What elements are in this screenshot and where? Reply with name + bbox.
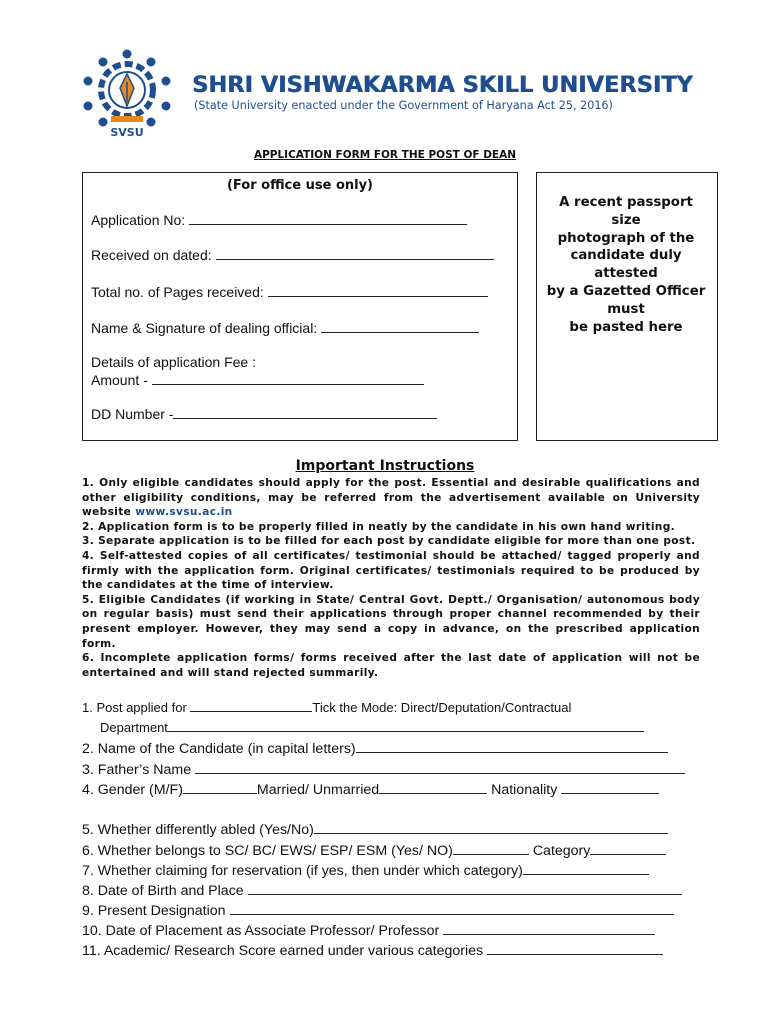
candidate-name-row (82, 740, 668, 757)
department-row (100, 719, 644, 735)
instruction-item: 6. Incomplete application forms/ forms received after the last date of application will not be entertained and will stand rejected summarily. (82, 652, 700, 679)
dob-field[interactable] (248, 882, 682, 895)
score-row (82, 942, 663, 959)
reserved-group-field[interactable] (453, 842, 529, 855)
dealing-official-row (91, 320, 479, 336)
differently-abled-row (82, 821, 668, 838)
category-field[interactable] (590, 842, 666, 855)
placement-date-label: 10. Date of Placement as Associate Professor/ Professor (82, 923, 440, 939)
instruction-item: 3. Separate application is to be filled for each post by candidate eligible for more than one post. (82, 535, 696, 548)
amount-label: Amount - (91, 372, 148, 388)
category-label: Category (532, 843, 591, 859)
dd-number-row (91, 406, 437, 422)
instruction-item: 2. Application form is to be properly filled in neatly by the candidate in his own hand writing. (82, 520, 676, 533)
university-name: SHRI VISHWAKARMA SKILL UNIVERSITY (192, 72, 693, 98)
score-label: 11. Academic/ Research Score earned under various categories (82, 943, 484, 959)
university-subtitle: (State University enacted under the Government of Haryana Act 25, 2016) (194, 99, 613, 112)
differently-abled-field[interactable] (314, 821, 668, 834)
dd-number-label: DD Number - (91, 406, 174, 422)
form-title: APPLICATION FORM FOR THE POST OF DEAN (253, 149, 517, 161)
placement-date-row (82, 922, 655, 939)
instructions-title: Important Instructions (295, 458, 475, 474)
father-name-field[interactable] (195, 761, 685, 774)
designation-label: 9. Present Designation (82, 903, 226, 919)
photo-line: size (611, 212, 641, 228)
married-label: Married/ Unmarried (256, 782, 380, 798)
reserved-group-label: 6. Whether belongs to SC/ BC/ EWS/ ESP/ ESM (Yes/ NO) (82, 843, 453, 859)
post-applied-label: 1. Post applied for (82, 700, 187, 715)
application-no-field[interactable] (189, 212, 467, 225)
university-website-link[interactable]: www.svsu.ac.in (135, 506, 233, 519)
received-on-field[interactable] (216, 247, 494, 260)
total-pages-field[interactable] (268, 284, 488, 297)
differently-abled-label: 5. Whether differently abled (Yes/No) (82, 822, 314, 838)
application-no-label: Application No: (91, 212, 186, 228)
dealing-official-field[interactable] (321, 320, 479, 333)
received-on-row (91, 247, 494, 263)
dob-label: 8. Date of Birth and Place (82, 883, 244, 899)
dob-row (82, 882, 682, 899)
application-no-row (91, 212, 467, 228)
instruction-item: 4. Self-attested copies of all certificates/ testimonial should be attached/ tagged properly and firmly with the application form. Original certificates/ testimonials required to be produced by the candidates at the time of interview. (82, 549, 700, 592)
reservation-label: 7. Whether claiming for reservation (if yes, then under which category) (82, 863, 523, 879)
category-row (82, 842, 666, 859)
designation-field[interactable] (230, 902, 674, 915)
amount-field[interactable] (152, 372, 424, 385)
father-name-label: 3. Father’s Name (82, 762, 192, 778)
total-pages-label: Total no. of Pages received: (91, 284, 264, 300)
gender-row (82, 781, 659, 798)
amount-row (91, 372, 424, 388)
photo-line: photograph of the (557, 230, 695, 246)
candidate-name-field[interactable] (356, 740, 668, 753)
instruction-item: 5. Eligible Candidates (if working in State/ Central Govt. Deptt./ Organisation/ autonomous body on regular basis) must send their applications through proper channel recommended by their present employer. However, they may send a copy in advance, on the prescribed application form. (82, 593, 700, 650)
instruction-1-text: 1. Only eligible candidates should apply for the post. Essential and desirable qualifications and other eligibility conditions, may be referred from the advertisement available on University website (82, 477, 700, 519)
department-field[interactable] (168, 719, 644, 732)
university-logo (78, 48, 176, 146)
photo-line: candidate duly (570, 248, 682, 264)
dealing-official-label: Name & Signature of dealing official: (91, 320, 318, 336)
photo-line: by a Gazetted Officer (546, 283, 706, 299)
instruction-item (82, 476, 700, 520)
received-on-label: Received on dated: (91, 247, 212, 263)
post-applied-field[interactable] (190, 699, 312, 712)
gender-label: 4. Gender (M/F) (82, 782, 183, 798)
photo-line: must (607, 301, 645, 317)
photo-line: attested (594, 266, 658, 282)
nationality-field[interactable] (561, 781, 659, 794)
father-name-row (82, 761, 685, 778)
nationality-label: Nationality (491, 782, 558, 798)
placement-date-field[interactable] (443, 922, 655, 935)
office-use-title: (For office use only) (226, 178, 374, 193)
designation-row (82, 902, 674, 919)
department-label: Department (100, 720, 168, 735)
married-field[interactable] (379, 781, 487, 794)
reservation-row (82, 862, 649, 879)
total-pages-row (91, 284, 488, 300)
fee-details-label: Details of application Fee : (91, 354, 256, 370)
logo-text: SVSU (110, 126, 144, 139)
reservation-field[interactable] (523, 862, 649, 875)
mode-label: Tick the Mode: Direct/Deputation/Contractual (312, 700, 572, 715)
candidate-name-label: 2. Name of the Candidate (in capital letters) (82, 741, 356, 757)
photo-instructions (536, 194, 716, 336)
score-field[interactable] (487, 942, 663, 955)
photo-line: be pasted here (569, 319, 683, 335)
instructions-list (82, 476, 700, 680)
photo-line: A recent passport (559, 195, 693, 210)
dd-number-field[interactable] (173, 406, 437, 419)
post-applied-row (82, 699, 571, 715)
gender-field[interactable] (183, 781, 257, 794)
